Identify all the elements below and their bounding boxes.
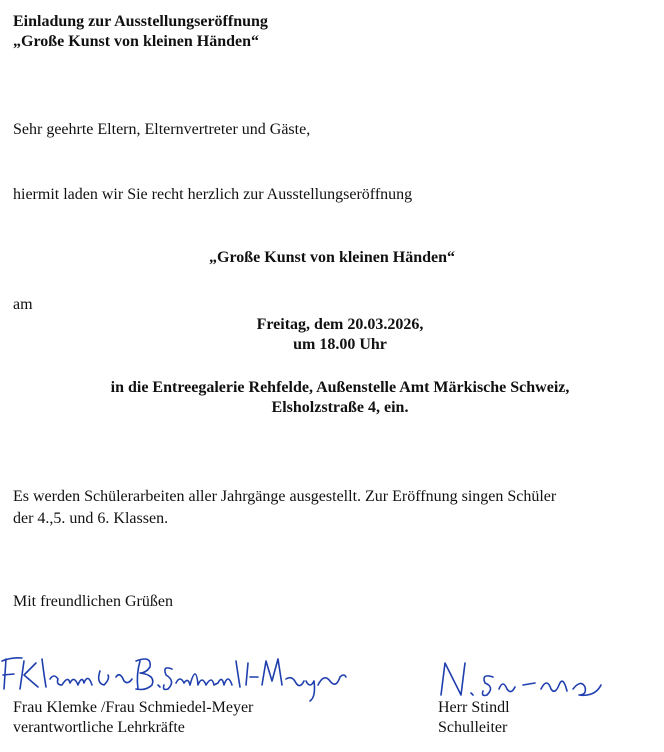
letter-subtitle: „Große Kunst von kleinen Händen“ <box>13 33 259 50</box>
intro-text: hiermit laden wir Sie recht herzlich zur Ausstellungseröffnung <box>13 186 413 203</box>
teachers-role: verantwortliche Lehrkräfte <box>13 719 185 736</box>
teachers-signature <box>0 645 360 703</box>
event-location: in die Entreegalerie Rehfelde, Außenstelle Amt Märkische Schweiz, <box>110 379 570 396</box>
body-text-line-1: Es werden Schülerarbeiten aller Jahrgänge ausgestellt. Zur Eröffnung singen Schüler <box>13 488 557 505</box>
event-address: Elsholzstraße 4, ein. <box>271 399 409 416</box>
exhibition-name: „Große Kunst von kleinen Händen“ <box>209 249 455 266</box>
principal-name: Herr Stindl <box>438 699 510 716</box>
teachers-name: Frau Klemke /Frau Schmiedel-Meyer <box>13 699 254 716</box>
closing-greeting: Mit freundlichen Grüßen <box>13 593 173 610</box>
letter-title: Einladung zur Ausstellungseröffnung <box>13 13 268 30</box>
am-text: am <box>13 296 33 313</box>
event-time: um 18.00 Uhr <box>293 336 387 353</box>
principal-role: Schulleiter <box>438 719 508 736</box>
body-text-line-2: der 4.,5. und 6. Klassen. <box>13 510 169 527</box>
event-date: Freitag, dem 20.03.2026, <box>256 316 424 333</box>
salutation: Sehr geehrte Eltern, Elternvertreter und Gäste, <box>13 121 311 138</box>
principal-signature <box>435 655 615 703</box>
